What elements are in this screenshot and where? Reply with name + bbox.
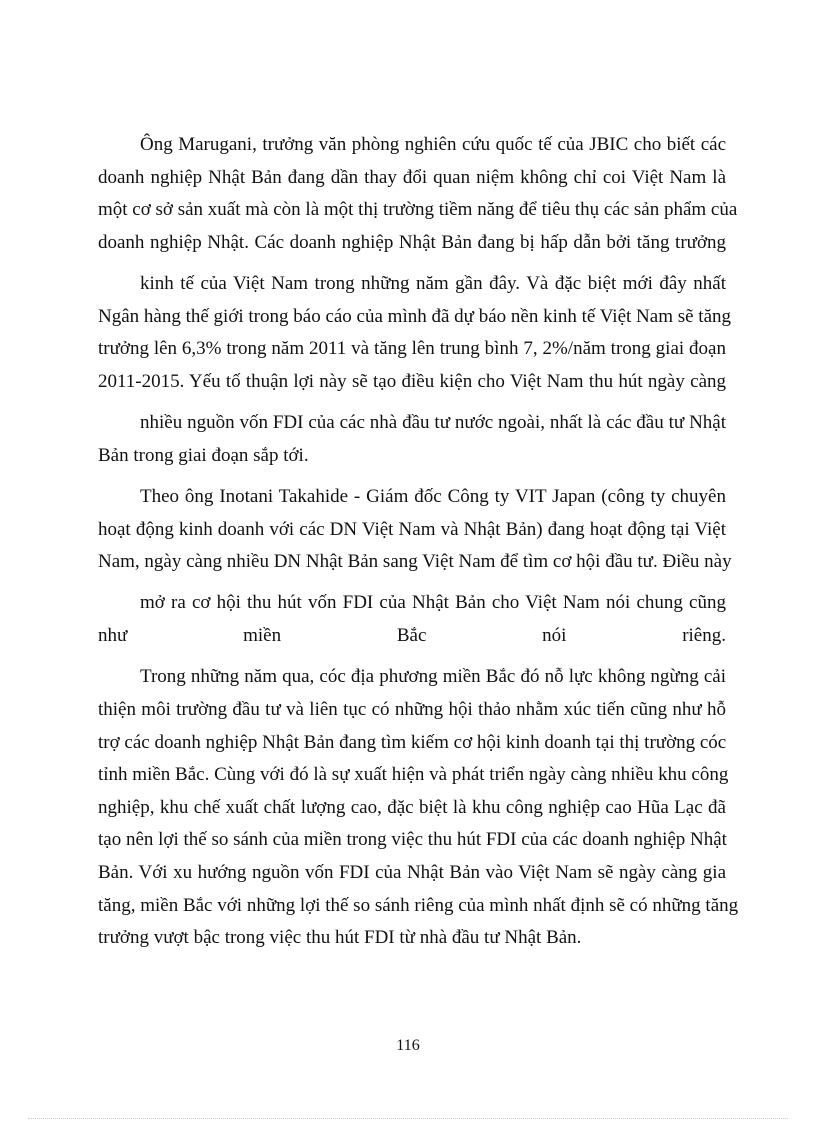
paragraph-1-line-9: nhiều nguồn vốn FDI của các nhà đầu tư nước ngoài, nhất là các đầu tư Nhật — [140, 412, 726, 433]
paragraph-3-line-8: tăng, miền Bắc với những lợi thế so sánh riêng của mình nhất định sẽ có những tăng — [98, 895, 739, 916]
word: miền — [243, 625, 282, 646]
paragraph-3-line-5: nghiệp, khu chế xuất chất lượng cao, đặc biệt là khu công nghiệp cao Hũa Lạc đã — [98, 797, 726, 818]
paragraph-3-line-9: trưởng vượt bậc trong việc thu hút FDI từ nhà đầu tư Nhật Bản. — [98, 927, 582, 948]
word: riêng. — [682, 625, 726, 646]
paragraph-1-line-3: một cơ sở sản xuất mà còn là một thị trường tiềm năng để tiêu thụ các sản phẩm của — [98, 199, 738, 220]
paragraph-2-line-4: mở ra cơ hội thu hút vốn FDI của Nhật Bản cho Việt Nam nói chung cũng — [140, 592, 726, 613]
footer-divider — [28, 1118, 788, 1119]
paragraph-1-line-5: kinh tế của Việt Nam trong những năm gần đây. Và đặc biệt mới đây nhất — [140, 273, 726, 294]
paragraph-1-line-10: Bản trong giai đoạn sắp tới. — [98, 445, 309, 466]
word: như — [98, 625, 128, 646]
paragraph-3-line-6: tạo nên lợi thế so sánh của miền trong việc thu hút FDI của các doanh nghiệp Nhật — [98, 829, 727, 850]
word: Bắc — [396, 625, 427, 646]
paragraph-3-line-4: tỉnh miền Bắc. Cùng với đó là sự xuất hiện và phát triển ngày càng nhiều khu công — [98, 764, 729, 785]
paragraph-3-line-3: trợ các doanh nghiệp Nhật Bản đang tìm kiếm cơ hội kinh doanh tại thị trường cóc — [98, 732, 727, 753]
paragraph-3-line-2: thiện môi trường đầu tư và liên tục có những hội thảo nhằm xúc tiến cũng như hỗ — [98, 699, 726, 720]
paragraph-1-line-7: trưởng lên 6,3% trong năm 2011 và tăng lên trung bình 7, 2%/năm trong giai đoạn — [98, 338, 726, 359]
paragraph-1-line-8: 2011-2015. Yếu tố thuận lợi này sẽ tạo điều kiện cho Việt Nam thu hút ngày càng — [98, 371, 726, 392]
paragraph-2-line-3: Nam, ngày càng nhiều DN Nhật Bản sang Việt Nam để tìm cơ hội đầu tư. Điều này — [98, 551, 732, 572]
paragraph-2-line-5 — [98, 624, 726, 648]
paragraph-3-line-1: Trong những năm qua, cóc địa phương miền Bắc đó nỗ lực không ngừng cải — [140, 666, 726, 687]
page-number: 116 — [396, 1037, 420, 1054]
word: nói — [542, 625, 567, 646]
paragraph-1-line-1: Ông Marugani, trưởng văn phòng nghiên cứu quốc tế của JBIC cho biết các — [140, 134, 726, 155]
paragraph-1-line-6: Ngân hàng thế giới trong báo cáo của mình đã dự báo nền kinh tế Việt Nam sẽ tăng — [98, 306, 732, 327]
paragraph-1-line-2: doanh nghiệp Nhật Bản đang dần thay đổi quan niệm không chỉ coi Việt Nam là — [98, 167, 726, 188]
paragraph-2-line-1: Theo ông Inotani Takahide - Giám đốc Công ty VIT Japan (công ty chuyên — [140, 486, 726, 507]
paragraph-3-line-7: Bản. Với xu hướng nguồn vốn FDI của Nhật Bản vào Việt Nam sẽ ngày càng gia — [98, 862, 726, 883]
paragraph-2-line-2: hoạt động kinh doanh với các DN Việt Nam và Nhật Bản) đang hoạt động tại Việt — [98, 519, 726, 540]
paragraph-1-line-4: doanh nghiệp Nhật. Các doanh nghiệp Nhật Bản đang bị hấp dẫn bởi tăng trưởng — [98, 232, 726, 253]
